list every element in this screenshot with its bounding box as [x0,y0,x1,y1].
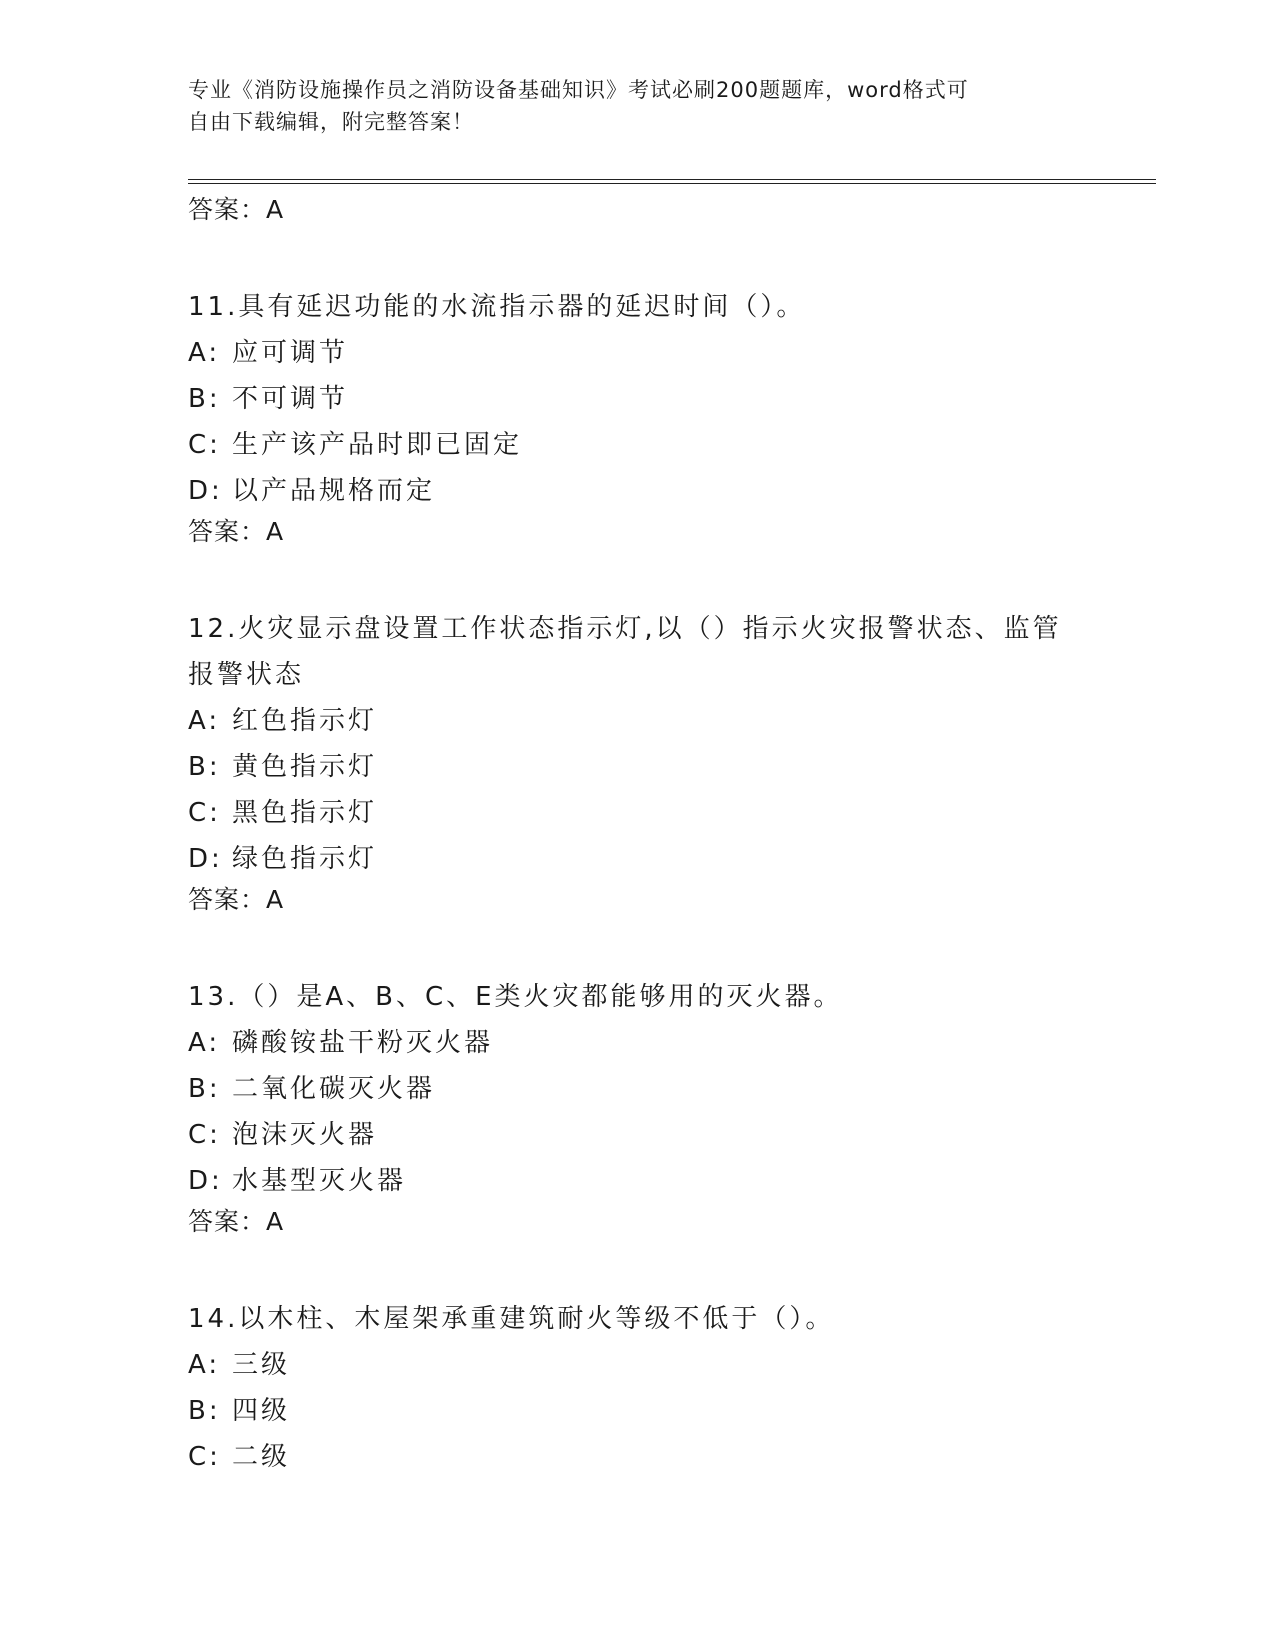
option-d: D: 以产品规格而定 [188,476,436,506]
answer-line: 答案：A [188,195,285,224]
header-line-2: 自由下载编辑，附完整答案！ [188,110,474,134]
option-d: D: 水基型灭火器 [188,1166,407,1196]
option-d: D: 绿色指示灯 [188,844,378,874]
option-b: B: 黄色指示灯 [188,752,378,782]
option-b: B: 四级 [188,1396,291,1426]
option-a: A: 红色指示灯 [188,706,378,736]
header-line-1: 专业《消防设施操作员之消防设备基础知识》考试必刷200题题库，word格式可 [188,78,969,102]
document-header [188,74,1068,138]
option-c: C: 二级 [188,1442,291,1472]
question-11 [188,284,1088,560]
option-b: B: 二氧化碳灭火器 [188,1074,436,1104]
question-list [188,192,1088,1480]
question-text: 12.火灾显示盘设置工作状态指示灯,以（）指示火灾报警状态、监管报警状态 [188,614,1062,690]
option-a: A: 磷酸铵盐干粉灭火器 [188,1028,494,1058]
answer-line: 答案：A [188,517,285,546]
option-c: C: 泡沫灭火器 [188,1120,378,1150]
option-c: C: 生产该产品时即已固定 [188,430,523,460]
question-text: 13.（）是A、B、C、E类火灾都能够用的灭火器。 [188,982,843,1012]
question-14 [188,1296,1088,1480]
header-divider [188,179,1156,180]
answer-line: 答案：A [188,885,285,914]
option-a: A: 应可调节 [188,338,349,368]
option-a: A: 三级 [188,1350,291,1380]
question-text: 11.具有延迟功能的水流指示器的延迟时间（）。 [188,292,806,322]
question-12 [188,606,1088,928]
answer-line: 答案：A [188,1207,285,1236]
option-c: C: 黑色指示灯 [188,798,378,828]
header-divider-second [188,183,1156,184]
question-13 [188,974,1088,1250]
question-text: 14.以木柱、木屋架承重建筑耐火等级不低于（）。 [188,1304,835,1334]
option-b: B: 不可调节 [188,384,349,414]
